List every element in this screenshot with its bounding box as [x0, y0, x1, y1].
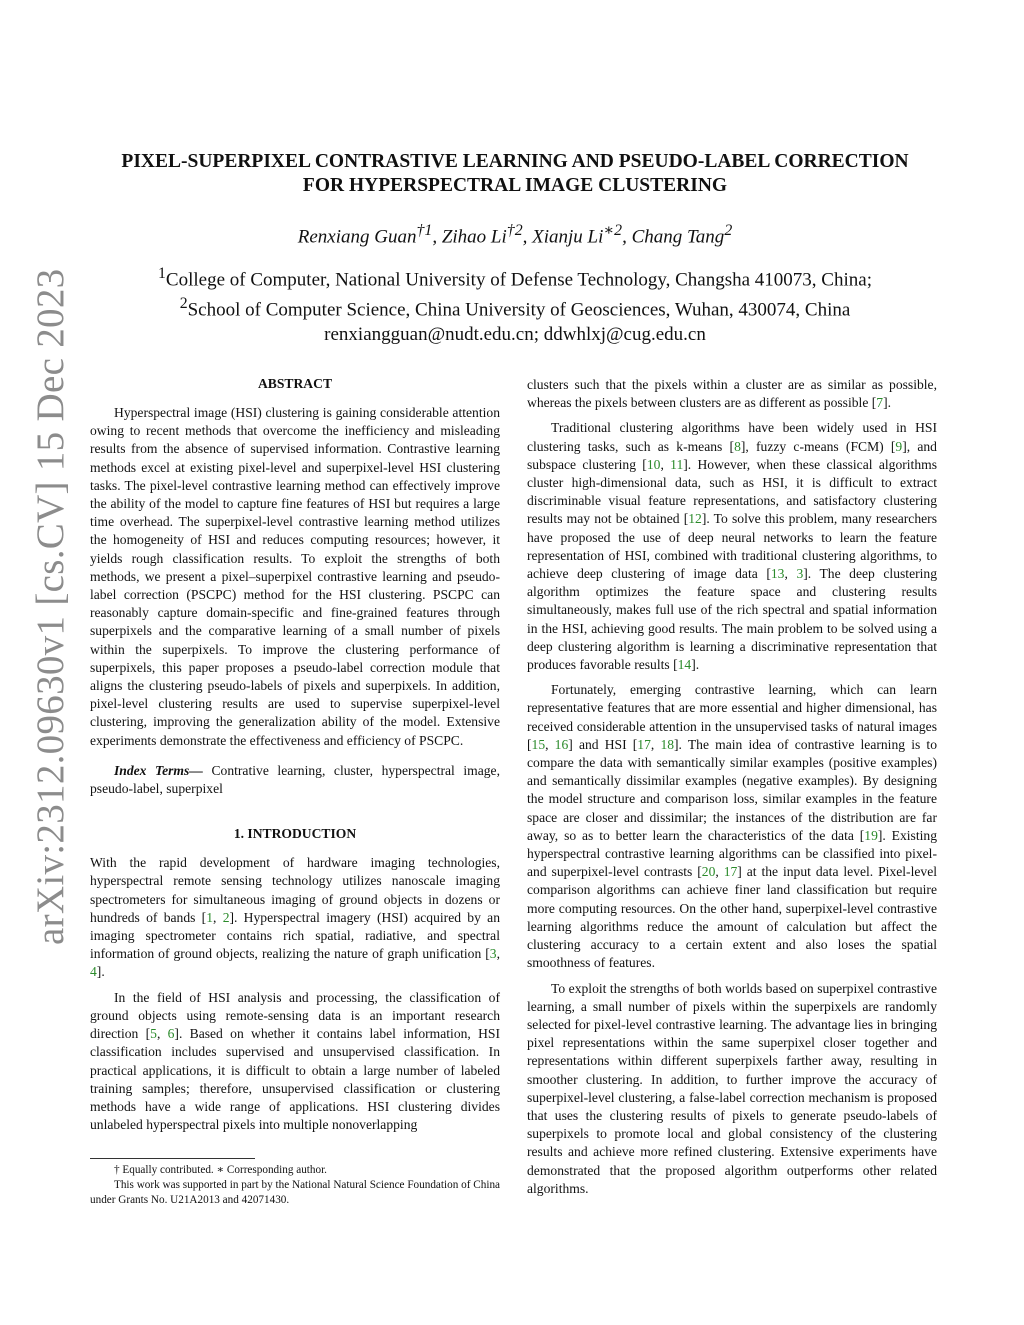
- intro-paragraph-2: In the field of HSI analysis and processing, the classification of ground objects using remote-sensing data is an important research direction [5, 6]. Based on whether it contains label information, HSI classification includes supervised and unsupervised classification. In practical applications, it is difficult to obtain a large number of labeled training samples; therefore, unsupervised classification or clustering methods have a wide range of applications. HSI clustering divides unlabeled hyperspectral pixels into multiple nonoverlapping: [90, 989, 500, 1133]
- citation-link[interactable]: 18: [660, 736, 675, 752]
- affiliations: [90, 262, 940, 347]
- citation-link[interactable]: 12: [688, 511, 702, 527]
- citation-link[interactable]: 4: [90, 964, 97, 980]
- index-terms-label: Index Terms—: [114, 762, 203, 778]
- body-paragraph-3: Fortunately, emerging contrastive learning, which can learn representative features that are more essential and higher dimensional, has received considerable attention in the unsupervised tasks of natural images [15, 16] and HSI [17, 18]. The main idea of contrastive learning is to compare the data with semantically similar examples (positive examples) and semantically dissimilar examples (negative examples). By designing the model structure and comparison loss, similar examples in the feature space are closer and dissimilar; the instances of the distribution are far away, so as to better learn the characteristics of the data [19]. Existing hyperspectral contrastive learning algorithms can be classified into pixel- and superpixel-level contrasts [20, 17] at the input data level. Pixel-level comparison algorithms can achieve finer land classification but require more computing resources. On the other hand, superpixel-level contrastive learning algorithms reduce the amount of calculation but affect the clustering accuracy to a certain extent and also loses the spatial smoothness of features.: [527, 682, 938, 971]
- author-name: Zihao Li: [441, 226, 507, 248]
- introduction-heading: 1. INTRODUCTION: [233, 826, 357, 842]
- author-name: Chang Tang: [631, 226, 725, 248]
- intro-paragraph-1: With the rapid development of hardware imaging technologies, hyperspectral remote sensing technology utilizes nanoscale imaging spectrometers for simultaneous imaging of ground objects in dozens or hundreds of bands [1, 2]. Hyperspectral imagery (HSI) acquired by an imaging spectrometer contains rich spatial, radiative, and spectral information of ground objects, realizing the nature of graph unification [3, 4].: [90, 855, 500, 980]
- body-paragraph-4: To exploit the strengths of both worlds based on superpixel contrastive learning, a small number of pixels within the superpixels are randomly selected for pixel-level contrastive learning. The advantage lies in bringing pixel representations within the same superpixel closer together and representations within different superpixels farther away, resulting in smoother clustering. In addition, to further improve the accuracy of superpixel-level clustering, a false-label correction mechanism is proposed that uses the clustering results of pixels to generate pseudo-labels of superpixels to promote local and global consistency of the clustering results and achieve more refined clustering. Extensive experiments have demonstrated that the proposed algorithm outperforms other related algorithms.: [527, 980, 937, 1196]
- citation-link[interactable]: 1: [206, 909, 214, 925]
- citation-link[interactable]: 5: [150, 1026, 157, 1042]
- citation-link[interactable]: 20: [701, 864, 716, 880]
- body-paragraph-2: Traditional clustering algorithms have been widely used in HSI clustering tasks, such as k-means [8], fuzzy c-means (FCM) [9], and subspace clustering [10, 11]. However, when these classical algorithms cluster high-dimensional data, such as HSI, it is difficult to extract discriminable visual feature representations, and satisfactory clustering results may not be obtained [12]. To solve this problem, many researchers have proposed the use of deep neural networks to learn the feature representation of HSI, combined with traditional clustering algorithms, to achieve deep clustering of image data [13, 3]. The deep clustering algorithm optimizes the feature space and clustering results simultaneously, makes full use of the rich spectral and spatial information in the HSI, achieving good results. The main problem to be solved using a deep clustering algorithm is learning a discriminative representation that produces favorable results [14].: [527, 420, 938, 673]
- paper-title: [90, 150, 940, 198]
- citation-link[interactable]: 14: [677, 657, 692, 673]
- footnote-funding: This work was supported in part by the National Natural Science Foundation of China under Grants No. U21A2013 and 42071430.: [90, 1179, 500, 1206]
- author-list: Renxiang Guan$^{\dagger 1}$, Zihao Li$^{\dagger 2}$, Xianju $Li^{∗2}$, Chang Tang$^2$: [297, 222, 733, 248]
- index-terms-text: Contrative learning, cluster, hyperspectral image, pseudo-label, superpixel: [90, 762, 500, 797]
- citation-link[interactable]: 3: [796, 566, 804, 582]
- citation-link[interactable]: 17: [723, 864, 738, 880]
- citation-link[interactable]: 3: [489, 946, 497, 962]
- title-line-1: PIXEL-SUPERPIXEL CONTRASTIVE LEARNING AND PSEUDO-LABEL CORRECTION: [121, 151, 909, 172]
- citation-link[interactable]: 13: [770, 566, 785, 582]
- citation-link[interactable]: 2: [222, 909, 230, 925]
- arxiv-identifier: arXiv:2312.09630v1 [cs.CV] 15 Dec 2023: [29, 268, 72, 945]
- citation-link[interactable]: 11: [670, 456, 684, 472]
- citation-link[interactable]: 9: [895, 438, 903, 454]
- affiliation-2: $^2$School of Computer Science, China University of Geosciences, Wuhan, 430074, China: [179, 295, 851, 321]
- footnote-divider: [90, 1158, 255, 1159]
- body-paragraph-1: clusters such that the pixels within a cluster are as similar as possible, whereas the pixels between clusters are as different as possible [7].: [527, 377, 937, 411]
- author-marker: 2: [724, 222, 733, 239]
- footnote-contribution: † Equally contributed. ∗ Corresponding author.: [114, 1164, 327, 1176]
- author-marker: †2: [506, 222, 523, 239]
- citation-link[interactable]: 7: [876, 395, 884, 411]
- author-name: Xianju Li: [532, 226, 604, 248]
- title-line-2: FOR HYPERSPECTRAL IMAGE CLUSTERING: [302, 175, 728, 196]
- footnotes: [90, 1163, 500, 1208]
- affiliation-1: $^1$College of Computer, National University of Defense Technology, Changsha 410073, China;: [158, 265, 872, 291]
- author-marker: †1: [416, 222, 433, 239]
- citation-link[interactable]: 15: [531, 736, 546, 752]
- citation-link[interactable]: 6: [167, 1026, 175, 1042]
- author-name: Renxiang Guan: [297, 226, 417, 248]
- citation-link[interactable]: 17: [637, 736, 651, 752]
- author-emails: renxiangguan@nudt.edu.cn; ddwhlxj@cug.edu.cn: [324, 323, 706, 345]
- index-terms: [90, 762, 500, 798]
- citation-link[interactable]: 19: [864, 827, 878, 843]
- abstract-text: Hyperspectral image (HSI) clustering is gaining considerable attention owing to recent methods that overcome the inefficiency and misleading results from the absence of supervised information. Contrastive learning methods excel at existing pixel-level and superpixel-level HSI clustering tasks. The pixel-level contrastive learning method can effectively improve the ability of the model to capture fine features of HSI but requires a large time overhead. The superpixel-level contrastive learning method utilizes the homogeneity of HSI and reduces computing resources; however, it yields rough classification results. To exploit the strengths of both methods, we present a pixel–superpixel contrastive learning and pseudo-label correction (PSCPC) method for the HSI clustering. PSCPC can reasonably capture domain-specific and fine-grained features through superpixels and the comparative learning of a small number of pixels within the superpixels. To improve the clustering performance of superpixels, this paper proposes a pseudo-label correction module that aligns the clustering pseudo-labels of pixels and superpixels. In addition, pixel-level clustering results are used to supervise superpixel-level clustering, improving the generalization ability of the model. Extensive experiments demonstrate the effectiveness and efficiency of PSCPC.: [90, 405, 500, 748]
- citation-link[interactable]: 8: [734, 438, 741, 454]
- citation-link[interactable]: 16: [554, 736, 569, 752]
- author-marker: ∗2: [603, 222, 623, 239]
- right-column: [527, 376, 937, 1198]
- citation-link[interactable]: 10: [646, 456, 661, 472]
- left-column: [90, 376, 500, 1134]
- abstract-heading: ABSTRACT: [257, 376, 333, 391]
